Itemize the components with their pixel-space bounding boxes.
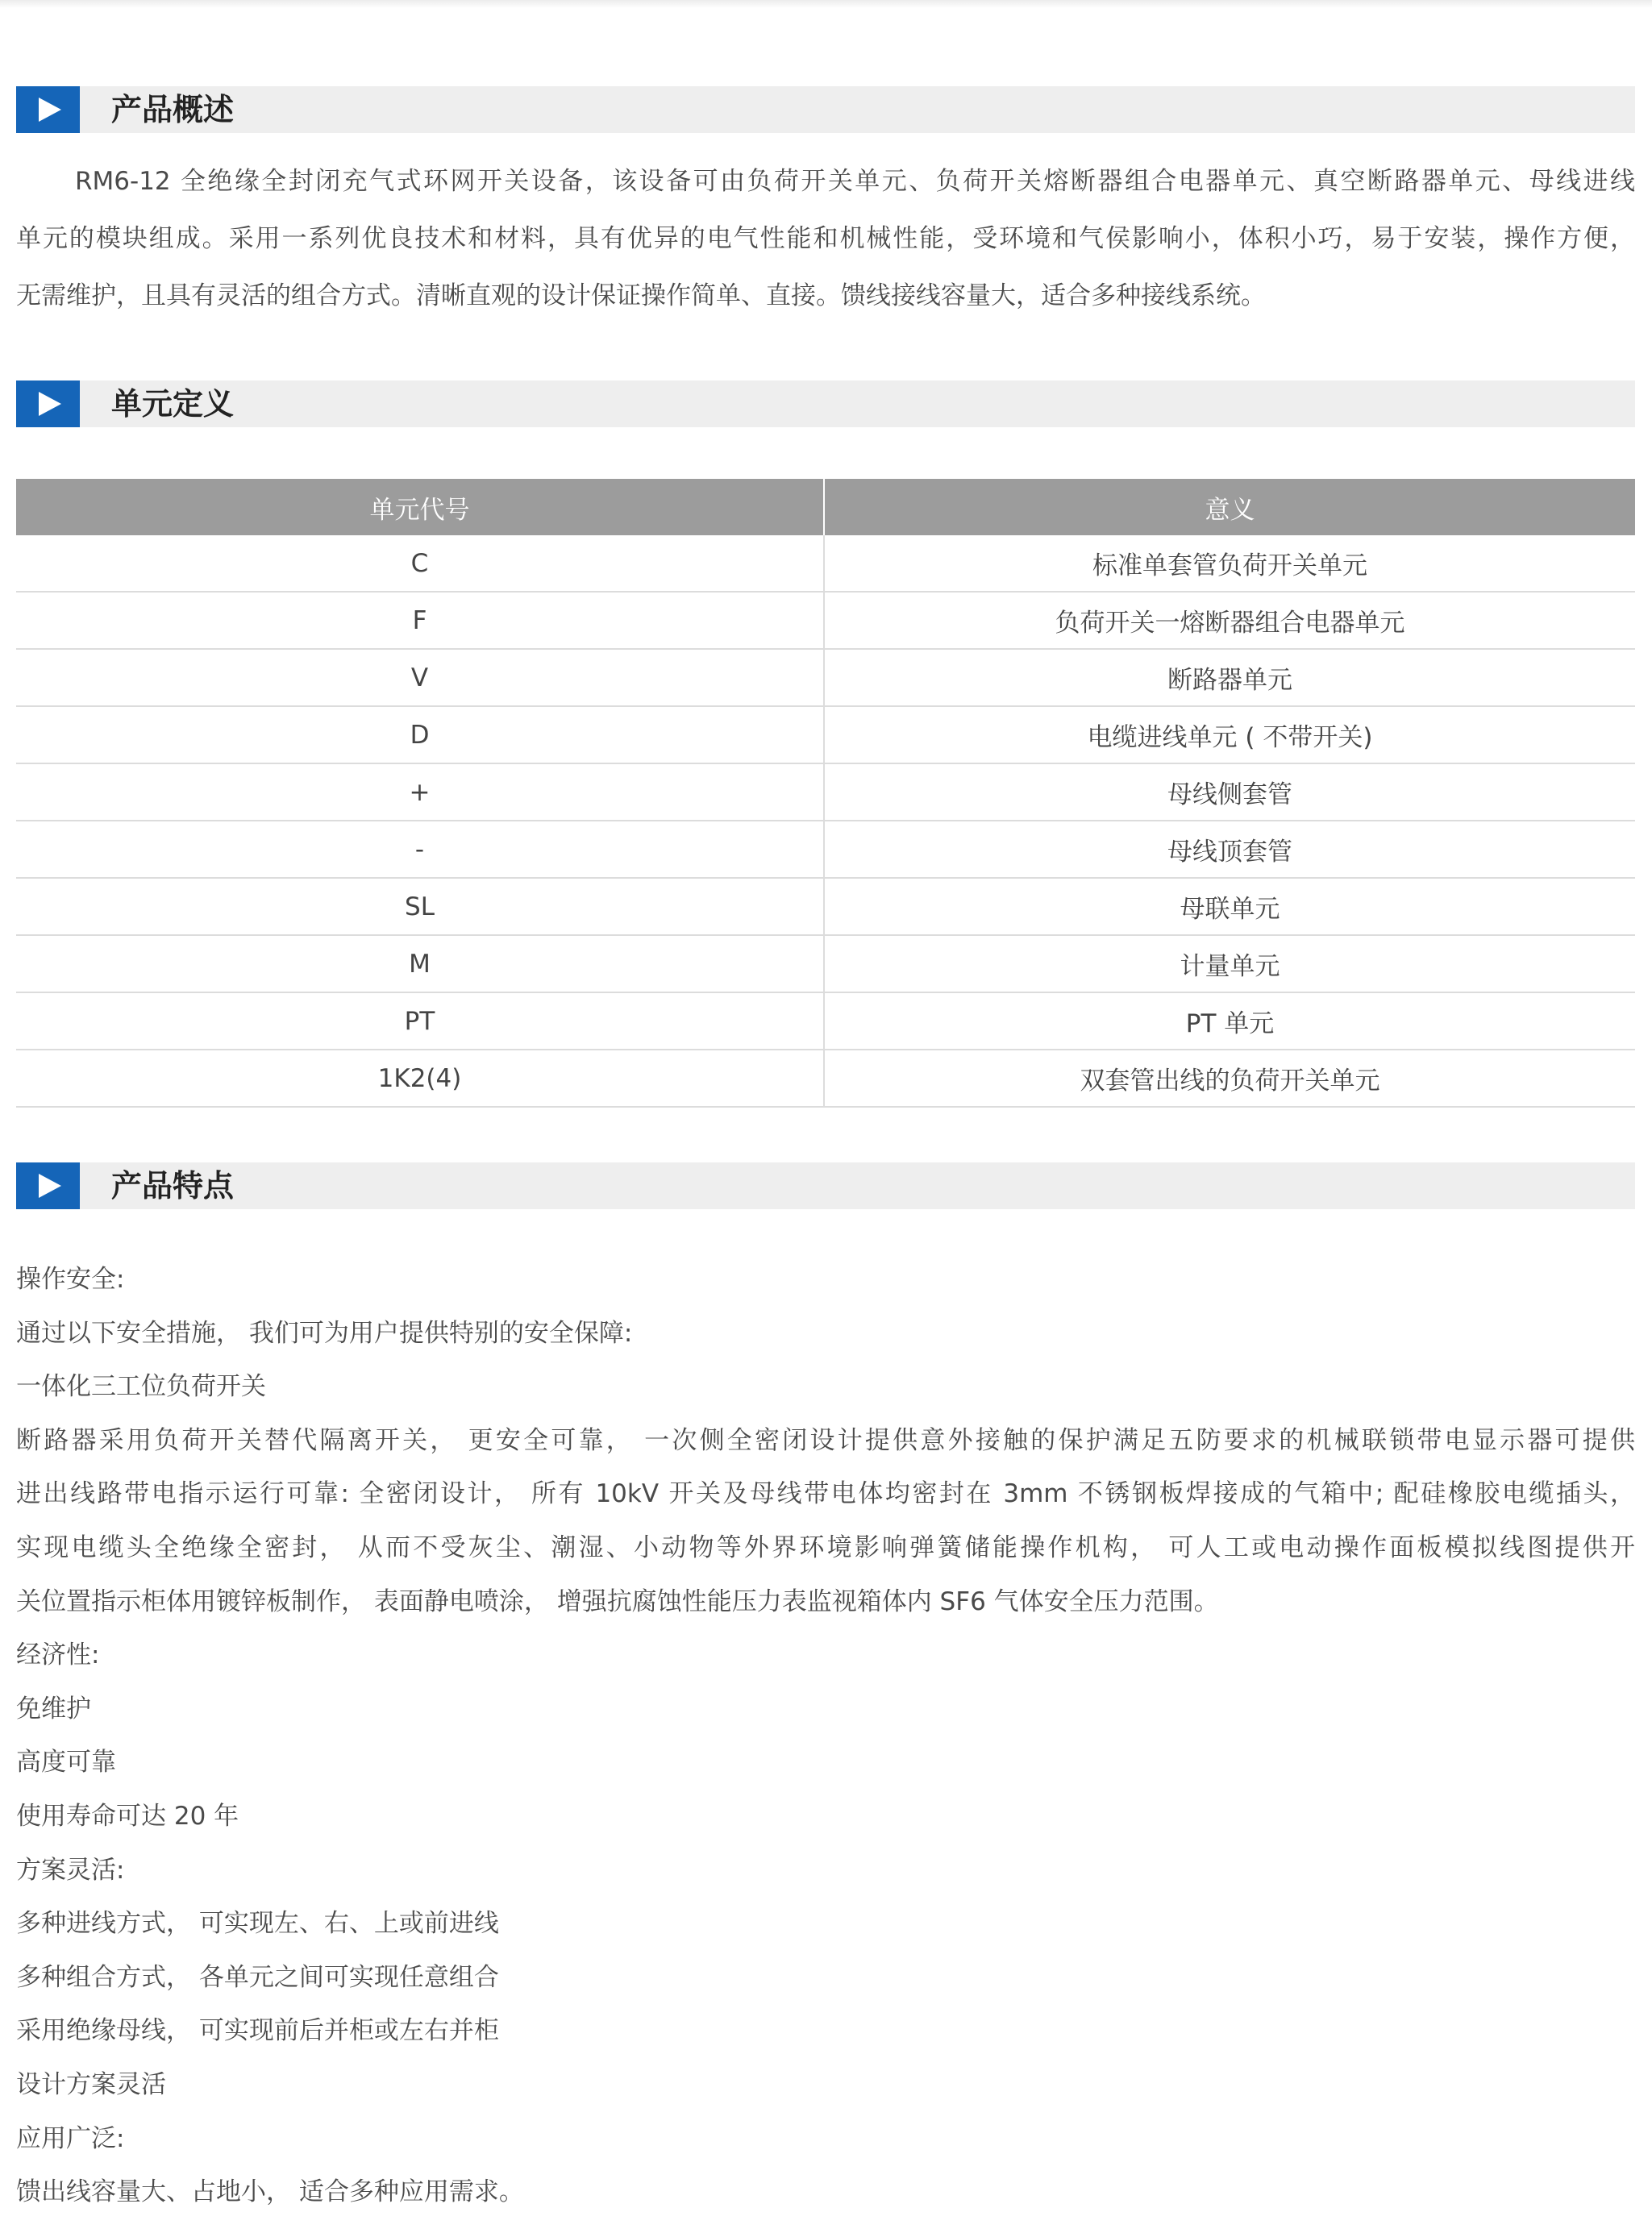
unit-code: +	[16, 763, 824, 821]
column-header-code: 单元代号	[16, 479, 824, 535]
table-row	[16, 935, 1635, 992]
unit-code: PT	[16, 992, 824, 1050]
unit-code: SL	[16, 878, 824, 935]
feature-line: 操作安全:	[16, 1265, 125, 1294]
table-row	[16, 1050, 1635, 1107]
unit-meaning: 计量单元	[824, 935, 1635, 992]
feature-line: 进出线路带电指示运行可靠: 全密闭设计， 所有 10kV 开关及母线带电体均密封在 3mm 不锈钢板焊接成的气箱中; 配硅橡胶电缆插头，	[16, 1479, 1635, 1509]
feature-line: 馈出线容量大、占地小， 适合多种应用需求。	[16, 2177, 524, 2207]
unit-code: V	[16, 649, 824, 706]
table-row	[16, 992, 1635, 1050]
unit-code: F	[16, 592, 824, 649]
feature-line: 通过以下安全措施， 我们可为用户提供特别的安全保障:	[16, 1318, 633, 1348]
feature-line: 多种进线方式， 可实现左、右、上或前进线	[16, 1909, 499, 1939]
unit-code: -	[16, 821, 824, 878]
table-row	[16, 535, 1635, 592]
feature-line: 经济性:	[16, 1640, 100, 1670]
feature-line: 免维护	[16, 1694, 91, 1724]
table-row	[16, 821, 1635, 878]
unit-definition-table	[16, 479, 1635, 1108]
unit-meaning: 母线顶套管	[824, 821, 1635, 878]
section-title-units: 单元定义	[111, 386, 235, 422]
feature-line: 高度可靠	[16, 1748, 116, 1778]
feature-line: 使用寿命可达 20 年	[16, 1801, 239, 1831]
feature-line: 设计方案灵活	[16, 2069, 166, 2099]
unit-code: M	[16, 935, 824, 992]
unit-meaning: 电缆进线单元 ( 不带开关)	[824, 706, 1635, 763]
feature-line: 多种组合方式， 各单元之间可实现任意组合	[16, 1962, 499, 1992]
overview-paragraph	[16, 153, 1635, 325]
section-header-features	[16, 1162, 1635, 1209]
table-header-row	[16, 479, 1635, 535]
overview-line-2: 单元的模块组成。采用一系列优良技术和材料，具有优异的电气性能和机械性能，受环境和气侯影响小，体积小巧，易于安装，操作方便，	[16, 224, 1635, 253]
unit-meaning: 母联单元	[824, 878, 1635, 935]
play-arrow-icon	[16, 86, 80, 133]
unit-code: C	[16, 535, 824, 592]
play-arrow-icon	[16, 380, 80, 427]
table-row	[16, 706, 1635, 763]
features-text	[16, 1253, 1635, 2219]
feature-line: 实现电缆头全绝缘全密封， 从而不受灰尘、潮湿、小动物等外界环境影响弹簧储能操作机构， 可人工或电动操作面板模拟线图提供开	[16, 1532, 1635, 1562]
feature-line: 一体化三工位负荷开关	[16, 1372, 266, 1402]
table-row	[16, 592, 1635, 649]
top-shadow-bar	[0, 0, 1652, 8]
play-arrow-icon	[16, 1162, 80, 1209]
unit-code: 1K2(4)	[16, 1050, 824, 1107]
unit-meaning: PT 单元	[824, 992, 1635, 1050]
unit-meaning: 标准单套管负荷开关单元	[824, 535, 1635, 592]
unit-meaning: 断路器单元	[824, 649, 1635, 706]
feature-line: 关位置指示柜体用镀锌板制作， 表面静电喷涂， 增强抗腐蚀性能压力表监视箱体内 SF6 气体安全压力范围。	[16, 1586, 1219, 1616]
section-header-units	[16, 380, 1635, 427]
section-header-overview	[16, 86, 1635, 133]
overview-line-3: 无需维护，且具有灵活的组合方式。清晰直观的设计保证操作简单、直接。馈线接线容量大，适合多种接线系统。	[16, 281, 1266, 310]
feature-line: 应用广泛:	[16, 2123, 125, 2153]
unit-meaning: 母线侧套管	[824, 763, 1635, 821]
feature-line: 采用绝缘母线， 可实现前后并柜或左右并柜	[16, 2016, 499, 2046]
overview-line-1: RM6-12 全绝缘全封闭充气式环网开关设备，该设备可由负荷开关单元、负荷开关熔断器组合电器单元、真空断路器单元、母线进线	[75, 167, 1635, 196]
table-row	[16, 649, 1635, 706]
feature-line: 方案灵活:	[16, 1855, 125, 1885]
table-row	[16, 878, 1635, 935]
table-row	[16, 763, 1635, 821]
feature-line: 断路器采用负荷开关替代隔离开关， 更安全可靠， 一次侧全密闭设计提供意外接触的保护满足五防要求的机械联锁带电显示器可提供	[16, 1425, 1635, 1455]
column-header-meaning: 意义	[824, 479, 1635, 535]
section-title-features: 产品特点	[111, 1168, 235, 1204]
unit-code: D	[16, 706, 824, 763]
unit-meaning: 双套管出线的负荷开关单元	[824, 1050, 1635, 1107]
section-title-overview: 产品概述	[111, 92, 235, 127]
unit-meaning: 负荷开关一熔断器组合电器单元	[824, 592, 1635, 649]
